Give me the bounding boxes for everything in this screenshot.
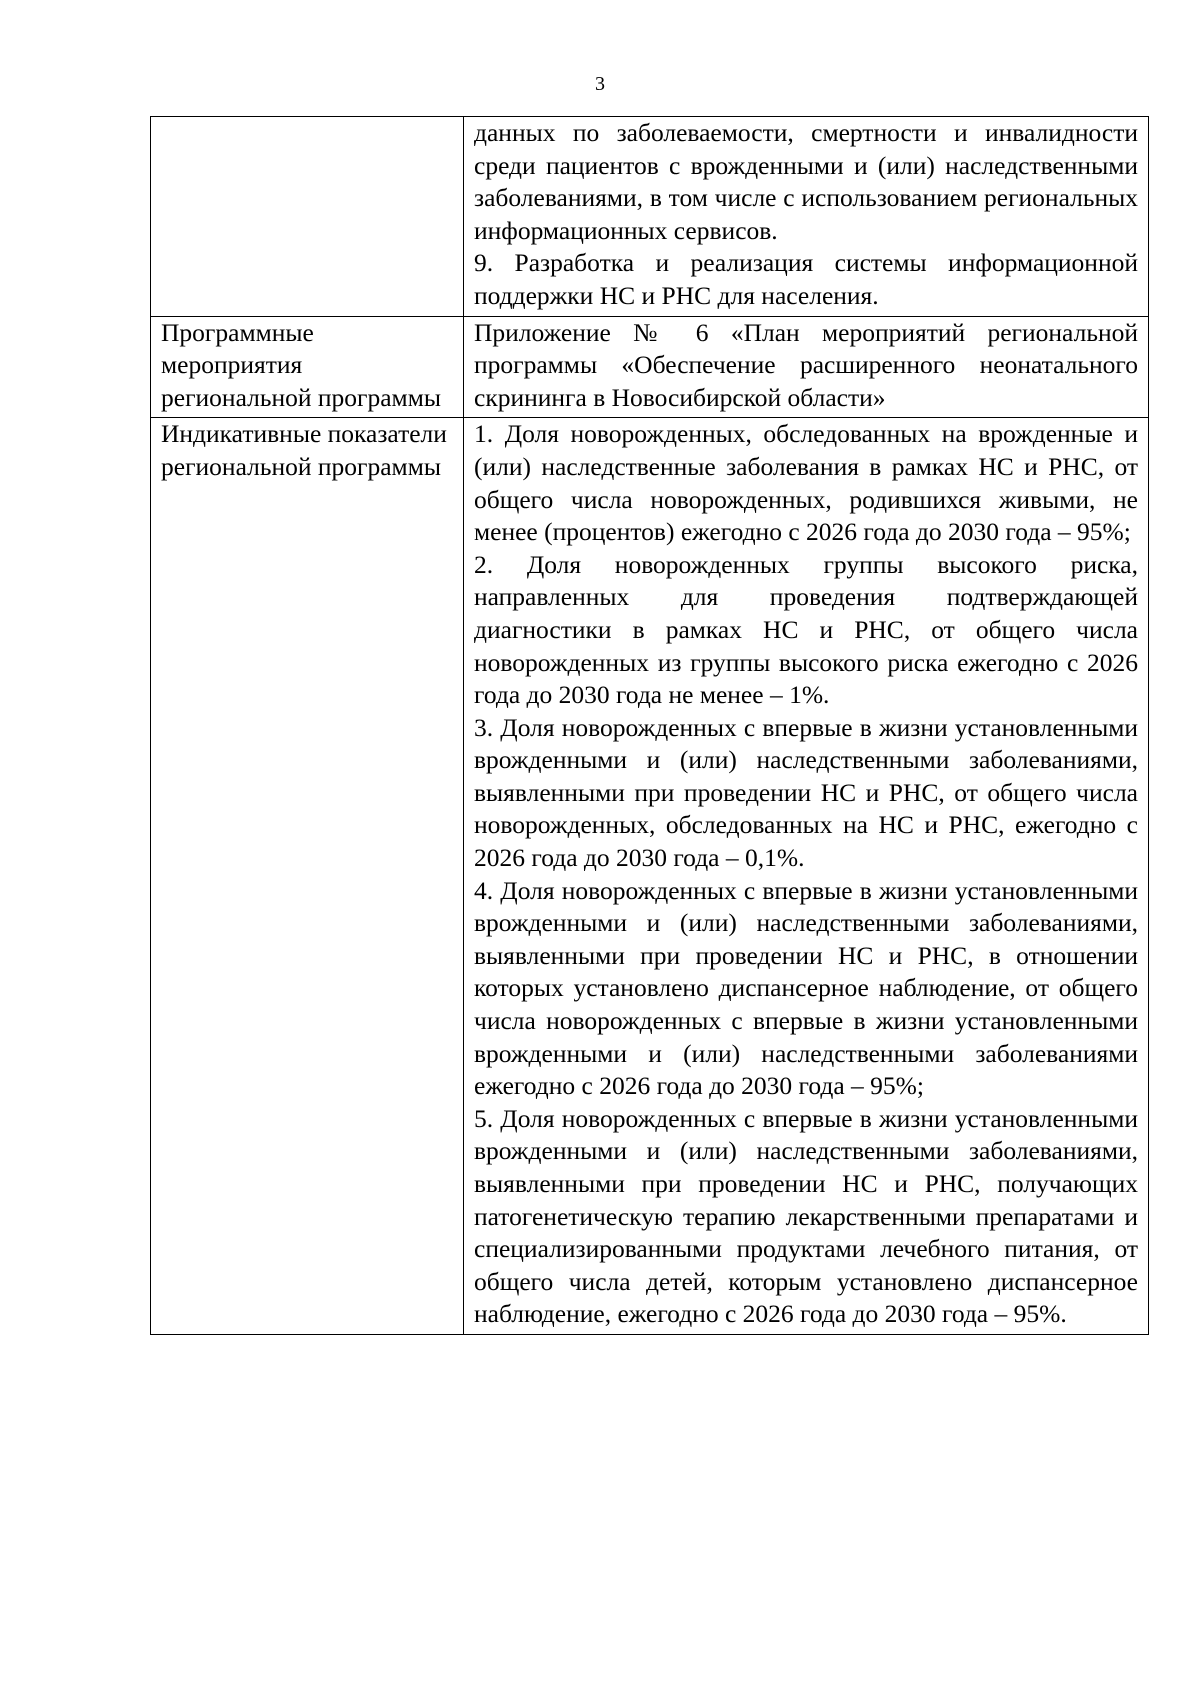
row-content-cell [464, 316, 1149, 418]
paragraph-appendix-6: Приложение № 6 «План мероприятий региональной программы «Обеспечение расширенного неонатального скрининга в Новосибирской области» [474, 317, 1138, 412]
table-row [151, 117, 1149, 317]
table-row [151, 316, 1149, 418]
indicator-item-4: 4. Доля новорожденных с впервые в жизни установленными врожденными и (или) наследственными заболеваниями, выявленными при проведении НС и РНС, в отношении которых установлено диспансерное наблюдение, от общего числа новорожденных с впервые в жизни установленными врожденными и (или) наследственными заболеваниями ежегодно с 2026 года до 2030 года – 95%; [474, 875, 1138, 1101]
row-label-cell [151, 117, 464, 317]
indicator-item-5: 5. Доля новорожденных с впервые в жизни установленными врожденными и (или) наследственными заболеваниями, выявленными при проведении НС и РНС, получающих патогенетическую терапию лекарственными препаратами и специализированными продуктами лечебного питания, от общего числа детей, которым установлено диспансерное наблюдение, ежегодно с 2026 года до 2030 года – 95%. [474, 1103, 1138, 1329]
row-content-cell [464, 117, 1149, 317]
table-row [151, 418, 1149, 1335]
program-table [150, 116, 1149, 1335]
paragraph-continued-data-analysis: данных по заболеваемости, смертности и инвалидности среди пациентов с врожденными и (или) наследственными заболеваниями, в том числе с использованием региональных информационных сервисов. [474, 118, 1138, 245]
row-content-cell [464, 418, 1149, 1335]
page-number: 3 [595, 73, 605, 95]
row-label-indicators: Индикативные показатели региональной программы [151, 418, 464, 1335]
row-label-program-activities: Программные мероприятия региональной программы [151, 316, 464, 418]
indicator-item-1: 1. Доля новорожденных, обследованных на врожденные и (или) наследственные заболевания в рамках НС и РНС, от общего числа новорожденных, родившихся живыми, не менее (процентов) ежегодно с 2026 года до 2030 года – 95%; [474, 419, 1138, 547]
indicator-item-3: 3. Доля новорожденных с впервые в жизни установленными врожденными и (или) наследственными заболеваниями, выявленными при проведении НС и РНС, от общего числа новорожденных, обследованных на НС и РНС, ежегодно с 2026 года до 2030 года – 0,1%. [474, 712, 1138, 873]
indicator-item-2: 2. Доля новорожденных группы высокого риска, направленных для проведения подтверждающей диагностики в рамках НС и РНС, от общего числа новорожденных из группы высокого риска ежегодно с 2026 года до 2030 года не менее – 1%. [474, 549, 1138, 710]
paragraph-item-9: 9. Разработка и реализация системы информационной поддержки НС и РНС для населения. [474, 248, 1138, 310]
